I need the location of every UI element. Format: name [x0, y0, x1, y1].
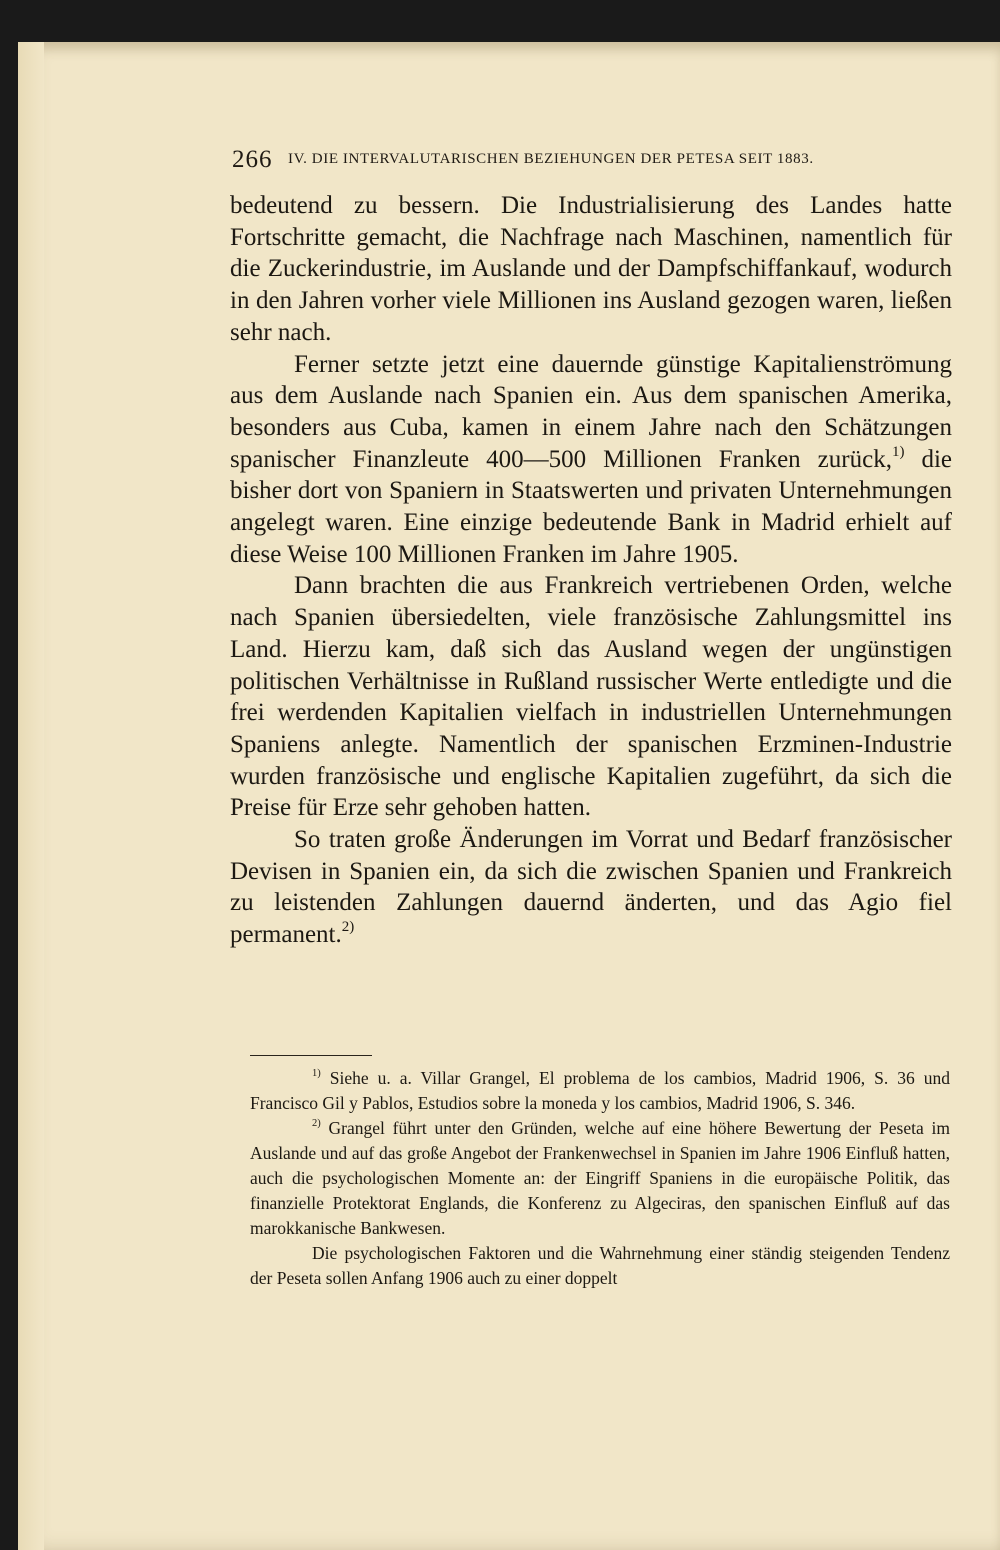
footnote-ref-2: 2): [341, 918, 355, 935]
paragraph-4: [230, 824, 952, 951]
footnote-2: [250, 1116, 950, 1241]
paragraph-2-text-a: Ferner setzte jetzt eine dauernde günstige Kapitalienströmung aus dem Auslande nach Spanien ein. Aus dem spanischen Amerika, besonders aus Cuba, kamen in einem Jahre nach den Schätzungen spanischer Finanzleute 400—500 Millionen Franken zurück,: [230, 350, 952, 473]
main-text: [230, 190, 952, 951]
page-number: 266: [232, 146, 273, 173]
footnote-ref-1: 1): [891, 443, 905, 460]
footnote-1-mark: 1): [312, 1068, 321, 1080]
footnote-1: [250, 1066, 950, 1116]
paragraph-2: [230, 349, 952, 571]
paragraph-1: bedeutend zu bessern. Die Industrialisierung des Landes hatte Fortschritte gemacht, die Nachfrage nach Maschinen, namentlich für die Zuckerindustrie, im Auslande und der Dampfschiffankauf, wodurch in den Jahren vorher viele Millionen ins Ausland gezogen waren, ließen sehr nach.: [230, 192, 952, 346]
page-header: [232, 146, 952, 176]
footnote-2-mark: 2): [312, 1118, 321, 1130]
running-head: IV. DIE INTERVALUTARISCHEN BEZIEHUNGEN DER PETESA SEIT 1883.: [288, 151, 814, 167]
paragraph-2-text-b: die bisher dort von Spaniern in Staatswerten und privaten Unternehmungen angelegt waren. Eine einzige bedeutende Bank in Madrid erhielt auf diese Weise 100 Millionen Franken im Jahre 1905.: [230, 445, 952, 568]
footnote-divider: [250, 1055, 372, 1056]
footnote-2-continuation: Die psychologischen Faktoren und die Wahrnehmung einer ständig steigenden Tendenz der Peseta sollen Anfang 1906 auch zu einer doppelt: [250, 1243, 950, 1288]
footnotes: [250, 1066, 950, 1291]
footnote-1-text: Siehe u. a. Villar Grangel, El problema de los cambios, Madrid 1906, S. 36 und Francisco Gil y Pablos, Estudios sobre la moneda y los cambios, Madrid 1906, S. 346.: [250, 1068, 950, 1113]
paragraph-4-text: So traten große Änderungen im Vorrat und Bedarf französischer Devisen in Spanien ein, da sich die zwischen Spanien und Frankreich zu leistenden Zahlungen dauernd änderten, und das Agio fiel permanent.: [230, 826, 952, 949]
paragraph-3: Dann brachten die aus Frankreich vertriebenen Orden, welche nach Spanien übersiedelten, viele französische Zahlungsmittel ins Land. Hierzu kam, daß sich das Ausland wegen der ungünstigen politischen Verhältnisse in Rußland russischer Werte entledigte und die frei werdenden Kapitalien vielfach in industriellen Unternehmungen Spaniens anlegte. Namentlich der spanischen Erzminen-Industrie wurden französische und englische Kapitalien zugeführt, da sich die Preise für Erze sehr gehoben hatten.: [230, 572, 952, 822]
footnote-2-text: Grangel führt unter den Gründen, welche auf eine höhere Bewertung der Peseta im Auslande und auf das große Angebot der Frankenwechsel in Spanien im Jahre 1906 Einfluß hatten, auch die psychologischen Momente an: der Eingriff Spaniens in die europäische Politik, das finanzielle Protektorat Englands, die Konferenz zu Algeciras, den spanischen Einfluß auf das marokkanische Bankwesen.: [250, 1118, 950, 1238]
